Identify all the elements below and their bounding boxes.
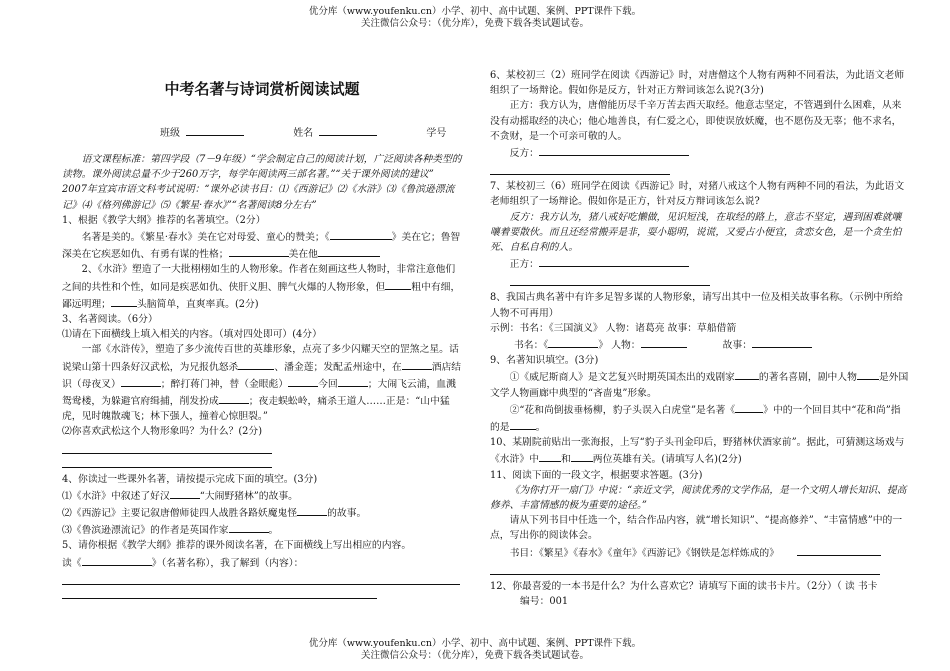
header-line-2: 关注微信公众号：（优分库），免费下载各类试题试卷。 [360,18,589,29]
q11-answer-blank[interactable] [797,544,881,556]
page-footer [0,638,950,662]
question-5: 5、请你根据《教学大纲》推荐的课外阅读名著，在下面横线上写出相应的内容。 [62,540,412,552]
q5-blank-1[interactable] [82,554,152,566]
number-label: 学号 [426,128,447,139]
q4-blank-3[interactable] [229,521,269,533]
question-5-text: 读《 》（名著名称），我了解到（内容）： [62,554,462,571]
q7-answer-blank[interactable] [539,255,689,267]
q11-task: 请从下列书目中任选一个，结合作品内容，就“增长知识”、“提高修养”、“丰富情感”中的一点，写出你的阅读体会。 [490,515,903,542]
q6-pro-argument: 正方：我方认为，唐僧能历尽千辛万苦去西天取经。他意志坚定，不管遇到什么困难，从来没有动摇取经的决心；他心地善良，有仁爱之心，即使误放妖魔，也不愿伤及无辜；他不求名，不贪财，是一个可亲可敬的人。 [490,100,902,142]
question-9-2: ②“花和尚倒拔垂杨柳，豹子头误入白虎堂”是名著《 》中的一个回目其中“花和尚”指的是 。 [490,401,910,435]
question-11: 11、阅读下面的一段文字，根据要求答题。(3分) [490,469,703,481]
q1-blank-3[interactable] [318,245,380,257]
q3-blank-1[interactable] [238,358,274,370]
question-3-1: ⑴请在下面横线上填入相关的内容。（填对四处即可）(4分） [62,329,322,341]
question-7: 7、某校初三（6）班同学在阅读《西游记》时，对猪八戒这个人物有两种不同的看法，为此语文老师组织了一场辩论。假如你是正方，针对反方辩词该怎么说? [490,181,905,208]
q8-book-blank[interactable] [548,336,598,348]
class-blank[interactable] [186,124,244,136]
q6-answer-line[interactable] [490,161,670,175]
question-4: 4、你读过一些课外名著，请按提示完成下面的填空。(3分) [62,473,318,485]
q5-answer-line-1[interactable] [62,571,460,585]
question-3-2: ⑵你喜欢武松这个人物形象吗？为什么？(2分) [62,426,263,438]
intro-curriculum: 语文课程标准：第四学段（7－9年级）“学会制定自己的阅读计划，广泛阅读各种类型的读物。课外阅读总量不少于260万字，每学年阅读两三部名著。”“关于课外阅读的建议” [62,154,462,181]
question-12: 12、你最喜爱的一本书是什么？为什么喜欢它？请填写下面的读书卡片。（2分）（ 读 书卡 [490,580,878,592]
question-3-text: 一部《水浒传》，塑造了多少流传百世的英雄形象，点亮了多少闪耀天空的罡煞之星。话说梁山第十四条好汉武松，为兄报仇怒杀 、潘金莲；发配孟州途中，在 酒店结识（母夜叉） ；醉打蒋门神，替（金眼彪） 今回 ；大闹飞云浦，血溅鸳鸯楼，为躲避官府缉捕，削发扮成 ；夜走蜈蚣岭，痛杀王道人……正是：“山中猛虎，见时魄散魂飞；林下强人，撞着心惊胆裂。” [62,344,462,423]
q6-answer-blank[interactable] [539,144,689,156]
class-label: 班级 [160,128,180,139]
q2-blank-2[interactable] [111,295,137,307]
question-2: 2、《水浒》塑造了一大批栩栩如生的人物形象。作者在刻画这些人物时，非常注意他们之间的共性和个性，如同是疾恶如仇、侠肝义胆、脾气火爆的人物形象，但 粗中有细，鄙远明理； 头脑简单，直爽率真。(2分) [62,264,461,310]
q7-pro-prompt: 正方： [490,255,910,272]
intro-exam: 2007年宜宾市语文科考试说明：“课外必读书目：⑴《西游记》⑵《水浒》⑶《鲁滨逊漂流记》⑷《格列佛游记》⑸《繁星·春水》”“名著阅读8分左右” [62,184,455,211]
q3-blank-2[interactable] [402,358,432,370]
q3-blank-3[interactable] [121,375,161,387]
q12-card-number: 编号：001 [520,596,569,608]
footer-line-2: 关注微信公众号：（优分库），免费下载各类试题试卷。 [360,650,589,661]
question-3: 3、名著阅读。（6分） [62,314,158,326]
q11-quote: 《为你打开一扇门》中说：“亲近文学，阅读优秀的文学作品，是一个文明人增长知识、提高修养、丰富情感的极为重要的途径。” [490,484,907,512]
q3-answer-line-2[interactable] [62,454,272,468]
q5-answer-line-2[interactable] [62,585,377,599]
q8-story-blank[interactable] [752,336,812,348]
name-blank[interactable] [319,124,377,136]
q7-answer-line[interactable] [510,272,710,286]
header-line-1: 优分库（www.youfenku.cn）小学、初中、高中试题、案例、PPT课件下载。 [308,6,642,17]
q6-con-prompt: 反方： [490,144,910,161]
question-10: 10、某剧院前贴出一张海报，上写“豹子头刊金印后，野猪林伏酒家前”。据此，可猜测这场戏与《水浒》中 和 两位英雄有关。(请填写人名)(2分) [490,437,905,466]
question-9-1: ①《威尼斯商人》是文艺复兴时期英国杰出的戏剧家 的著名喜剧，剧中人物 是外国文学人物画廊中典型的“吝啬鬼”形象。 [490,368,910,400]
q3-answer-line-1[interactable] [62,440,272,454]
q9-blank-3[interactable] [735,401,763,413]
page-title: 中考名著与诗词赏析阅读试题 [164,80,360,98]
question-1: 1、根据《教学大纲》推荐的名著填空。（2分） [62,214,266,226]
q4-blank-2[interactable] [297,504,327,516]
q4-blank-1[interactable] [170,487,200,499]
left-column [62,152,462,599]
q3-blank-5[interactable] [338,375,368,387]
q9-blank-1[interactable] [735,368,759,380]
page-header [0,6,950,30]
q8-answer-row: 书名：《 》 人物： 故事： [490,336,910,353]
q10-blank-2[interactable] [571,450,593,462]
q11-booklist: 书目：《繁星》《春水》《童年》《西游记》《钢铁是怎样炼成的》 [490,544,910,561]
footer-line-1: 优分库（www.youfenku.cn）小学、初中、高中试题、案例、PPT课件下载。 [308,638,642,649]
question-1-text: 名著是美的。《繁星·春水》美在它对母爱、童心的赞美；《 》美在它；鲁智深美在它疾恶如仇、有勇有谋的性格； 美在他 [62,228,462,262]
right-column [490,68,910,609]
question-4-2: ⑵《西游记》主要记叙唐僧师徒四人战胜各路妖魔鬼怪 的故事。 [62,504,462,521]
question-6: 6、某校初三（2）班同学在阅读《西游记》时，对唐僧这个人物有两种不同看法，为此语文老师组织了一场辩论。假如你是反方，针对正方辩词该怎么说?(3分) [490,70,905,97]
name-label: 姓名 [293,128,314,139]
q1-blank-1[interactable] [330,228,392,240]
q9-blank-2[interactable] [857,368,879,380]
question-4-3: ⑶《鲁滨逊漂流记》的作者是英国作家 。 [62,521,462,538]
q2-blank-1[interactable] [385,278,411,290]
question-9: 9、名著知识填空。(3分) [490,355,599,367]
q9-blank-4[interactable] [510,418,536,430]
question-8: 8、我国古典名著中有许多足智多谋的人物形象，请写出其中一位及相关故事名称。（示例中所给人物不可再用） [490,292,903,319]
q11-answer-line[interactable] [490,561,880,575]
q7-con-argument: 反方：我方认为，猪八戒好吃懒做，见识短浅，在取经的路上，意志不坚定，遇到困难就嚷嚷着要散伙。而且还经常搬弄是非，耍小聪明，说谎，又爱占小便宜，贪恋女色，是一个贪生怕死、自私自利的人。 [490,211,902,254]
q1-blank-2[interactable] [229,245,289,257]
q8-person-blank[interactable] [641,336,687,348]
q10-blank-1[interactable] [539,450,561,462]
q8-example: 示例：书名：《三国演义》 人物：诸葛亮 故事：草船借箭 [490,322,737,334]
q3-blank-6[interactable] [219,392,249,404]
student-id-row [160,124,452,139]
question-4-1: ⑴《水浒》中叙述了好汉 “大闹野猪林”的故事。 [62,487,462,504]
q3-blank-4[interactable] [288,375,318,387]
